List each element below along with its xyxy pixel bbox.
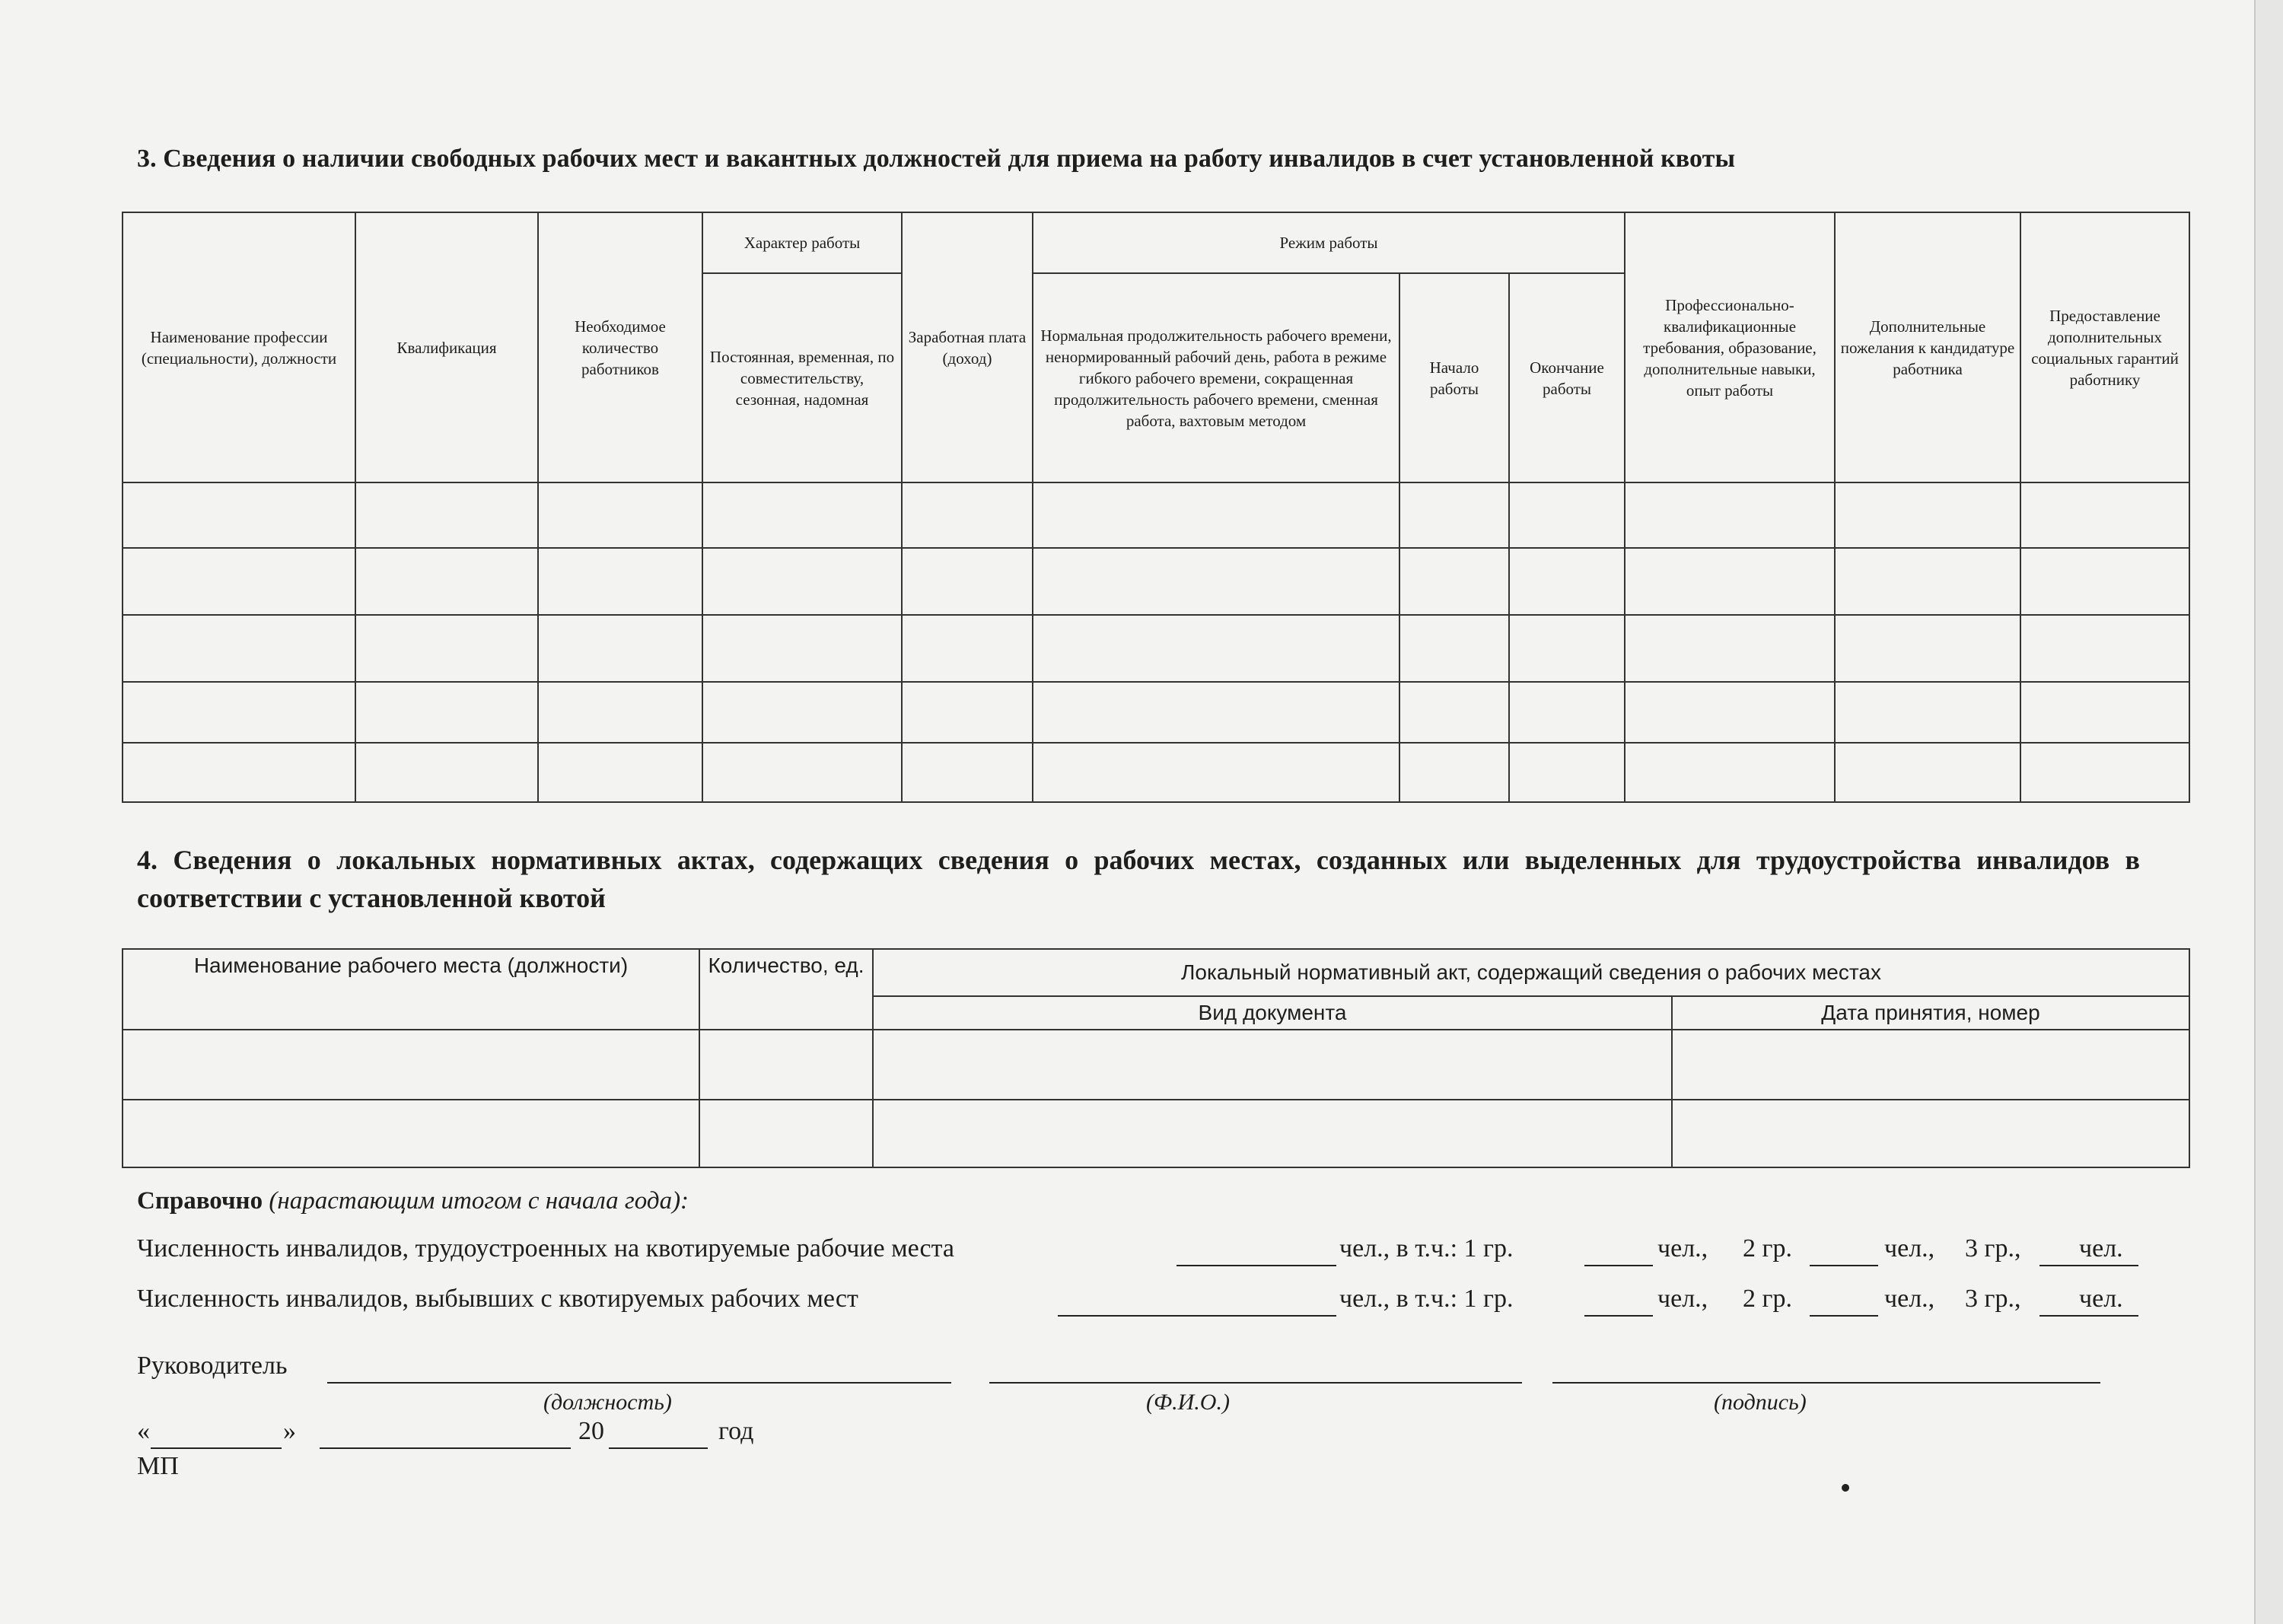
header-requirements: Профессионально-квалификационные требования, образование, дополнительные навыки, опыт работы [1625, 212, 1835, 482]
header-doc-type: Вид документа [873, 996, 1672, 1030]
employed-gr3-unit: чел. [2079, 1234, 2123, 1263]
employed-total-blank[interactable] [1177, 1234, 1336, 1266]
local-acts-table [122, 948, 2190, 1168]
reference-label: Справочно [137, 1187, 263, 1215]
left-gr2-blank[interactable] [1810, 1285, 1878, 1317]
vacancies-table [122, 212, 2190, 803]
employed-gr1-blank[interactable] [1584, 1234, 1653, 1266]
header-end: Окончание работы [1509, 273, 1625, 482]
header-doc-date: Дата принятия, номер [1672, 996, 2189, 1030]
date-month-blank[interactable] [320, 1417, 571, 1449]
header-guarantees: Предоставление дополнительных социальных гарантий работнику [2020, 212, 2189, 482]
left-total-blank[interactable] [1058, 1285, 1336, 1317]
date-year-word: год [718, 1417, 754, 1445]
signature-blank[interactable] [1552, 1352, 2100, 1384]
section4-heading: 4. Сведения о локальных нормативных актах, содержащих сведения о рабочих местах, созданных или выделенных для трудоустройства инвалидов в соответствии с установленной квотой [137, 845, 2140, 913]
table-row [123, 482, 2189, 548]
employed-label: Численность инвалидов, трудоустроенных на квотируемые рабочие места [137, 1234, 955, 1263]
date-quote-open: « [137, 1417, 150, 1445]
table-row [123, 548, 2189, 615]
date-year-blank[interactable] [609, 1417, 708, 1449]
header-quantity: Количество, ед. [699, 949, 873, 1030]
employed-total-unit: чел., в т.ч.: 1 гр. [1339, 1234, 1514, 1263]
date-year-prefix: 20 [578, 1417, 604, 1445]
left-gr3-label: 3 гр., [1965, 1285, 2021, 1313]
header-qualification: Квалификация [355, 212, 538, 482]
employed-gr2-unit: чел., [1884, 1234, 1935, 1263]
reference-title [137, 1187, 689, 1215]
table-row [123, 1030, 2189, 1100]
header-salary: Заработная плата (доход) [902, 212, 1033, 482]
employed-gr2-label: 2 гр. [1743, 1234, 1792, 1263]
head-label: Руководитель [137, 1352, 288, 1380]
name-caption: (Ф.И.О.) [1146, 1390, 1230, 1415]
left-total-unit: чел., в т.ч.: 1 гр. [1339, 1285, 1514, 1313]
left-gr3-unit: чел. [2079, 1285, 2123, 1313]
header-required-count: Необходимое количество работников [538, 212, 702, 482]
header-local-act: Локальный нормативный акт, содержащий сведения о рабочих местах [873, 949, 2189, 996]
seal-label: МП [137, 1452, 179, 1480]
left-gr2-unit: чел., [1884, 1285, 1935, 1313]
page-edge [2254, 0, 2283, 1624]
header-work-mode-types: Нормальная продолжительность рабочего времени, ненормированный рабочий день, работа в режиме гибкого рабочего времени, сокращенная продолжительность рабочего времени, сменная работа, вахтовым методом [1033, 273, 1399, 482]
date-quote-close: » [283, 1417, 296, 1445]
header-profession: Наименование профессии (специальности), должности [123, 212, 355, 482]
table-row [123, 615, 2189, 682]
employed-gr2-blank[interactable] [1810, 1234, 1878, 1266]
table-row [123, 682, 2189, 743]
reference-note: (нарастающим итогом с начала года): [269, 1187, 689, 1215]
table-row [123, 743, 2189, 802]
name-blank[interactable] [989, 1352, 1522, 1384]
header-workplace: Наименование рабочего места (должности) [123, 949, 699, 1030]
header-work-character-types: Постоянная, временная, по совместительству, сезонная, надомная [702, 273, 902, 482]
section3-heading: 3. Сведения о наличии свободных рабочих мест и вакантных должностей для приема на работу инвалидов в счет установленной квоты [137, 145, 1736, 173]
table-row [123, 1100, 2189, 1167]
header-work-mode: Режим работы [1033, 212, 1625, 273]
header-work-character: Характер работы [702, 212, 902, 273]
left-gr1-unit: чел., [1657, 1285, 1708, 1313]
ink-dot [1841, 1483, 1851, 1493]
reference-line-employed [137, 1234, 2146, 1269]
signature-caption: (подпись) [1714, 1390, 1807, 1415]
date-day-blank[interactable] [151, 1417, 282, 1449]
left-gr1-blank[interactable] [1584, 1285, 1653, 1317]
header-start: Начало работы [1399, 273, 1509, 482]
position-caption: (должность) [543, 1390, 672, 1415]
reference-line-left [137, 1285, 2146, 1320]
employed-gr1-unit: чел., [1657, 1234, 1708, 1263]
employed-gr3-label: 3 гр., [1965, 1234, 2021, 1263]
left-gr2-label: 2 гр. [1743, 1285, 1792, 1313]
position-blank[interactable] [327, 1352, 951, 1384]
header-wishes: Дополнительные пожелания к кандидатуре работника [1835, 212, 2020, 482]
left-label: Численность инвалидов, выбывших с квотируемых рабочих мест [137, 1285, 858, 1313]
